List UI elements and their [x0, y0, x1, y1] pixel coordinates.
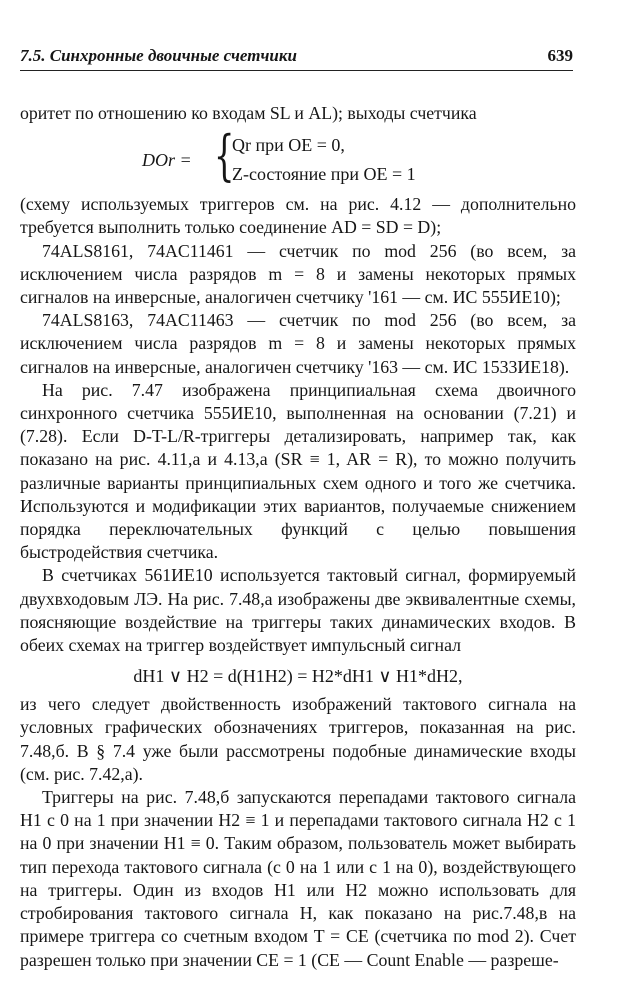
left-brace-icon: {: [213, 124, 235, 188]
section-title: 7.5. Синхронные двоичные счетчики: [20, 46, 297, 65]
formula-lhs: DOr =: [142, 150, 192, 171]
paragraph-fig-7-48: Триггеры на рис. 7.48,б запускаются перепадами тактового сигнала H1 с 0 на 1 при значении H2 ≡ 1 и перепадами тактового сигнала H2 с 1 на 0 при значении H1 ≡ 0. Таким образом, пользователь может выбирать тип перехода тактового сигнала (с 0 на 1 или с 1 на 0), воздействующего на триггеры. Один из входов H1 или H2 можно использовать для стробирования тактового сигнала H, как показано на рис.7.48,в на примере триггера со счетным входом T = CE (счетчика по mod 2). Счет разрешен только при значении CE = 1 (CE — Count Enable — разреше-: [20, 787, 576, 970]
running-header: [20, 44, 573, 71]
body-text: [20, 102, 576, 972]
paragraph-continued: оритет по отношению ко входам SL и AL); выходы счетчика: [20, 103, 477, 123]
formula-pulse-signal: dH1 ∨ H2 = d(H1H2) = H2*dH1 ∨ H1*dH2,: [133, 666, 463, 687]
formula-output-definition: [20, 124, 576, 189]
paragraph-fig-7-47: На рис. 7.47 изображена принципиальная схема двоичного синхронного счетчика 555ИЕ10, выполненная на основании (7.21) и (7.28). Если D-T-L/R-триггеры детализировать, например так, как показано на рис. 4.11,а и 4.13,а (SR ≡ 1, AR = R), то можно получить различные варианты принципиальных схем одного и того же счетчика. Используются и модификации этих вариантов, получаемые снижением порядка переключательных функций с целью повышения быстродействия счетчика.: [20, 379, 576, 563]
paragraph-74als8163: 74ALS8163, 74AC11463 — счетчик по mod 256 (во всем, за исключением числа разрядов m = 8 и замены некоторых прямых сигналов на инверсные, аналогичен счетчику '163 — см. ИС 1533ИЕ18).: [20, 310, 576, 377]
formula-case-2: Z-состояние при OE = 1: [232, 164, 416, 185]
paragraph-74als8161: 74ALS8161, 74AC11461 — счетчик по mod 256 (во всем, за исключением числа разрядов m = 8 и замены некоторых прямых сигналов на инверсные, аналогичен счетчику '161 — см. ИС 555ИЕ10);: [20, 240, 576, 308]
formula-case-1: Qr при OE = 0,: [232, 135, 345, 156]
paragraph-trigger-scheme: (схему используемых триггеров см. на рис. 4.12 — дополнительно требуется выполнить только соединение AD = SD = D);: [20, 194, 576, 238]
paragraph-duality: из чего следует двойственность изображений тактового сигнала на условных графических обозначениях триггеров, показанная на рис. 7.48,б. В § 7.4 уже были рассмотрены подобные динамические входы (см. рис. 7.42,а).: [20, 694, 576, 784]
paragraph-561ie10: В счетчиках 561ИЕ10 используется тактовый сигнал, формируемый двухвходовым ЛЭ. На рис. 7.48,а изображены две эквивалентные схемы, поясняющие воздействие на триггеры таких динамических входов. В обеих схемах на триггер воздействует импульсный сигнал: [20, 565, 576, 656]
page-number: 639: [547, 46, 573, 65]
